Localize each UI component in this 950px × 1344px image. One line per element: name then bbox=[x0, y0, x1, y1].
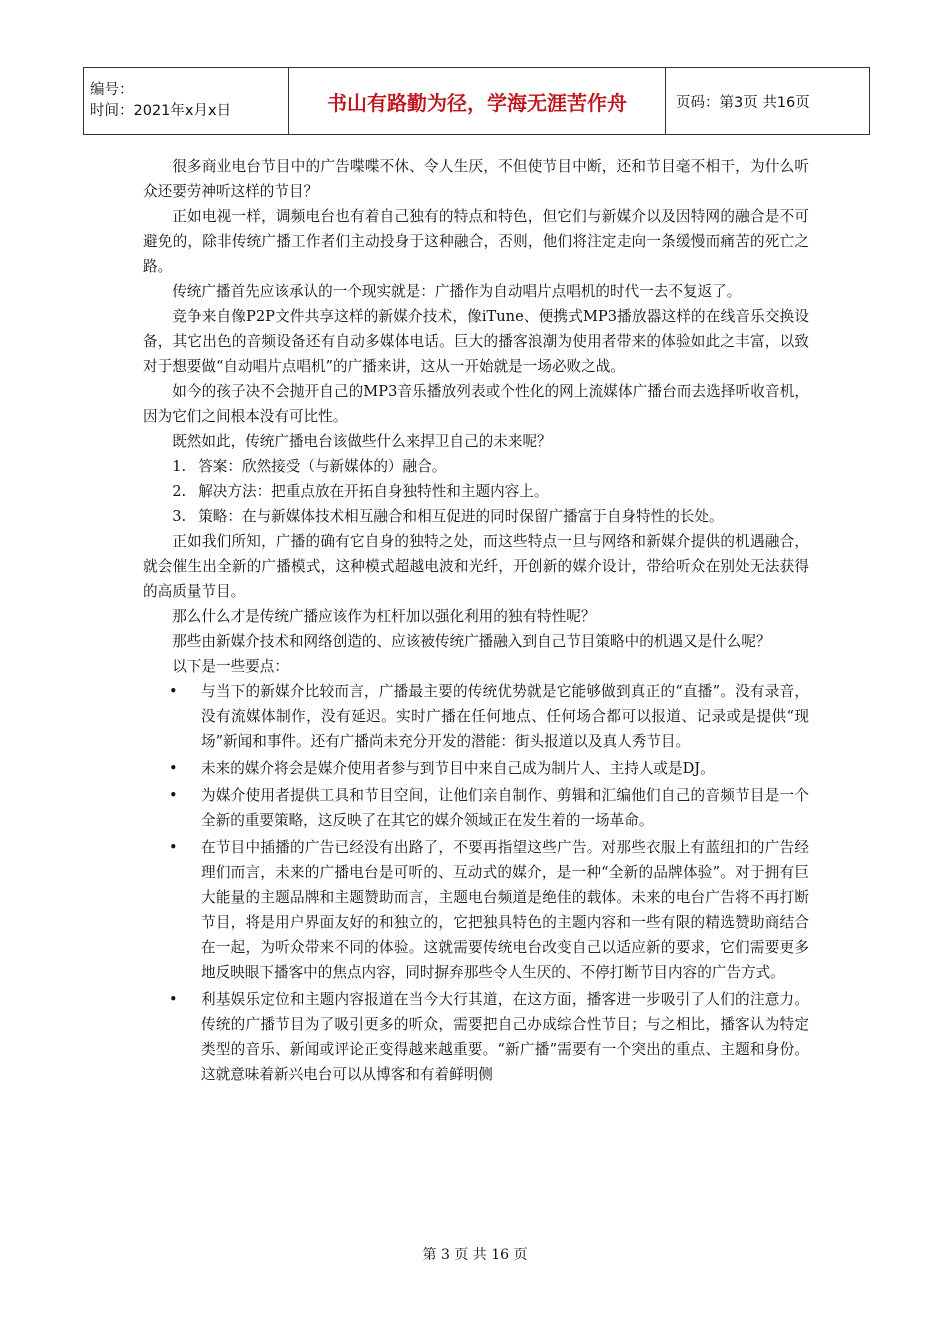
document-header bbox=[83, 67, 870, 135]
bullet-icon: • bbox=[169, 760, 178, 777]
header-number-label: 编号： bbox=[90, 82, 134, 98]
paragraph: 既然如此，传统广播电台该做些什么来捍卫自己的未来呢？ bbox=[172, 433, 552, 450]
list-item-text: 为媒介使用者提供工具和节目空间，让他们亲自制作、剪辑和汇编他们自己的音频节目是一个全新的重要策略，这反映了在其它的媒介领域正在发生着的一场革命。 bbox=[201, 787, 809, 829]
item-number: 1. bbox=[172, 458, 187, 475]
bullet-icon: • bbox=[169, 839, 178, 856]
bullet-list bbox=[143, 679, 809, 1087]
list-item bbox=[143, 987, 809, 1087]
bullet-icon: • bbox=[169, 787, 178, 804]
header-meta bbox=[84, 68, 289, 135]
numbered-item bbox=[143, 454, 809, 479]
list-item bbox=[143, 783, 809, 833]
list-item bbox=[143, 756, 809, 781]
list-item bbox=[143, 679, 809, 754]
item-number: 2. bbox=[172, 483, 187, 500]
list-item-text: 与当下的新媒介比较而言，广播最主要的传统优势就是它能够做到真正的“直播”。没有录音，没有流媒体制作，没有延迟。实时广播在任何地点、任何场合都可以报道、记录或是提供“现场”新闻和事件。还有广播尚未充分开发的潜能：街头报道以及真人秀节目。 bbox=[201, 683, 809, 750]
paragraph: 很多商业电台节目中的广告喋喋不休、令人生厌，不但使节目中断，还和节目毫不相干，为什么听众还要劳神听这样的节目？ bbox=[143, 158, 809, 200]
paragraph: 竞争来自像P2P文件共享这样的新媒介技术，像iTune、便携式MP3播放器这样的在线音乐交换设备，其它出色的音频设备还有自动多媒体电话。巨大的播客浪潮为使用者带来的体验如此之丰富，以致对于想要做“自动唱片点唱机”的广播来讲，这从一开始就是一场必败之战。 bbox=[143, 308, 809, 375]
item-number: 3. bbox=[172, 508, 187, 525]
page-footer: 第 3 页 共 16 页 bbox=[422, 1247, 528, 1263]
document-body bbox=[143, 154, 809, 1089]
item-text: 答案：欣然接受（与新媒体的）融合。 bbox=[198, 458, 447, 475]
list-item-text: 在节目中插播的广告已经没有出路了，不要再指望这些广告。对那些衣服上有蓝纽扣的广告经理们而言，未来的广播电台是可听的、互动式的媒介，是一种“全新的品牌体验”。对于拥有巨大能量的主题品牌和主题赞助而言，主题电台频道是绝佳的载体。未来的电台广告将不再打断节目，将是用户界面友好的和独立的，它把独具特色的主题内容和一些有限的精选赞助商结合在一起，为听众带来不同的体验。这就需要传统电台改变自己以适应新的要求，它们需要更多地反映眼下播客中的焦点内容，同时摒弃那些令人生厌的、不停打断节目内容的广告方式。 bbox=[201, 839, 809, 981]
bullet-icon: • bbox=[169, 683, 178, 700]
numbered-item bbox=[143, 479, 809, 504]
paragraph: 传统广播首先应该承认的一个现实就是：广播作为自动唱片点唱机的时代一去不复返了。 bbox=[172, 283, 742, 300]
list-item bbox=[143, 835, 809, 985]
paragraph: 那些由新媒介技术和网络创造的、应该被传统广播融入到自己节目策略中的机遇又是什么呢？ bbox=[172, 633, 771, 650]
paragraph: 如今的孩子决不会抛开自己的MP3音乐播放列表或个性化的网上流媒体广播台而去选择听收音机，因为它们之间根本没有可比性。 bbox=[143, 383, 809, 425]
header-page-info: 页码：第3页 共16页 bbox=[666, 68, 870, 135]
header-date: 时间：2021年x月x日 bbox=[90, 103, 232, 119]
header-motto: 书山有路勤为径，学海无涯苦作舟 bbox=[289, 68, 666, 135]
paragraph: 那么什么才是传统广播应该作为杠杆加以强化利用的独有特性呢？ bbox=[172, 608, 596, 625]
item-text: 解决方法：把重点放在开拓自身独特性和主题内容上。 bbox=[198, 483, 549, 500]
item-text: 策略：在与新媒体技术相互融合和相互促进的同时保留广播富于自身特性的长处。 bbox=[198, 508, 724, 525]
bullet-icon: • bbox=[169, 991, 178, 1008]
numbered-item bbox=[143, 504, 809, 529]
paragraph: 以下是一些要点： bbox=[172, 658, 289, 675]
list-item-text: 利基娱乐定位和主题内容报道在当今大行其道，在这方面，播客进一步吸引了人们的注意力。传统的广播节目为了吸引更多的听众，需要把自己办成综合性节目；与之相比，播客认为特定类型的音乐、新闻或评论正变得越来越重要。“新广播”需要有一个突出的重点、主题和身份。这就意味着新兴电台可以从博客和有着鲜明侧 bbox=[201, 991, 809, 1083]
paragraph: 正如电视一样，调频电台也有着自己独有的特点和特色，但它们与新媒介以及因特网的融合是不可避免的，除非传统广播工作者们主动投身于这种融合，否则，他们将注定走向一条缓慢而痛苦的死亡之路。 bbox=[143, 208, 809, 275]
paragraph: 正如我们所知，广播的确有它自身的独特之处，而这些特点一旦与网络和新媒介提供的机遇融合，就会催生出全新的广播模式，这种模式超越电波和光纤，开创新的媒介设计，带给听众在别处无法获得的高质量节目。 bbox=[143, 533, 809, 600]
list-item-text: 未来的媒介将会是媒介使用者参与到节目中来自己成为制片人、主持人或是DJ。 bbox=[201, 760, 715, 777]
